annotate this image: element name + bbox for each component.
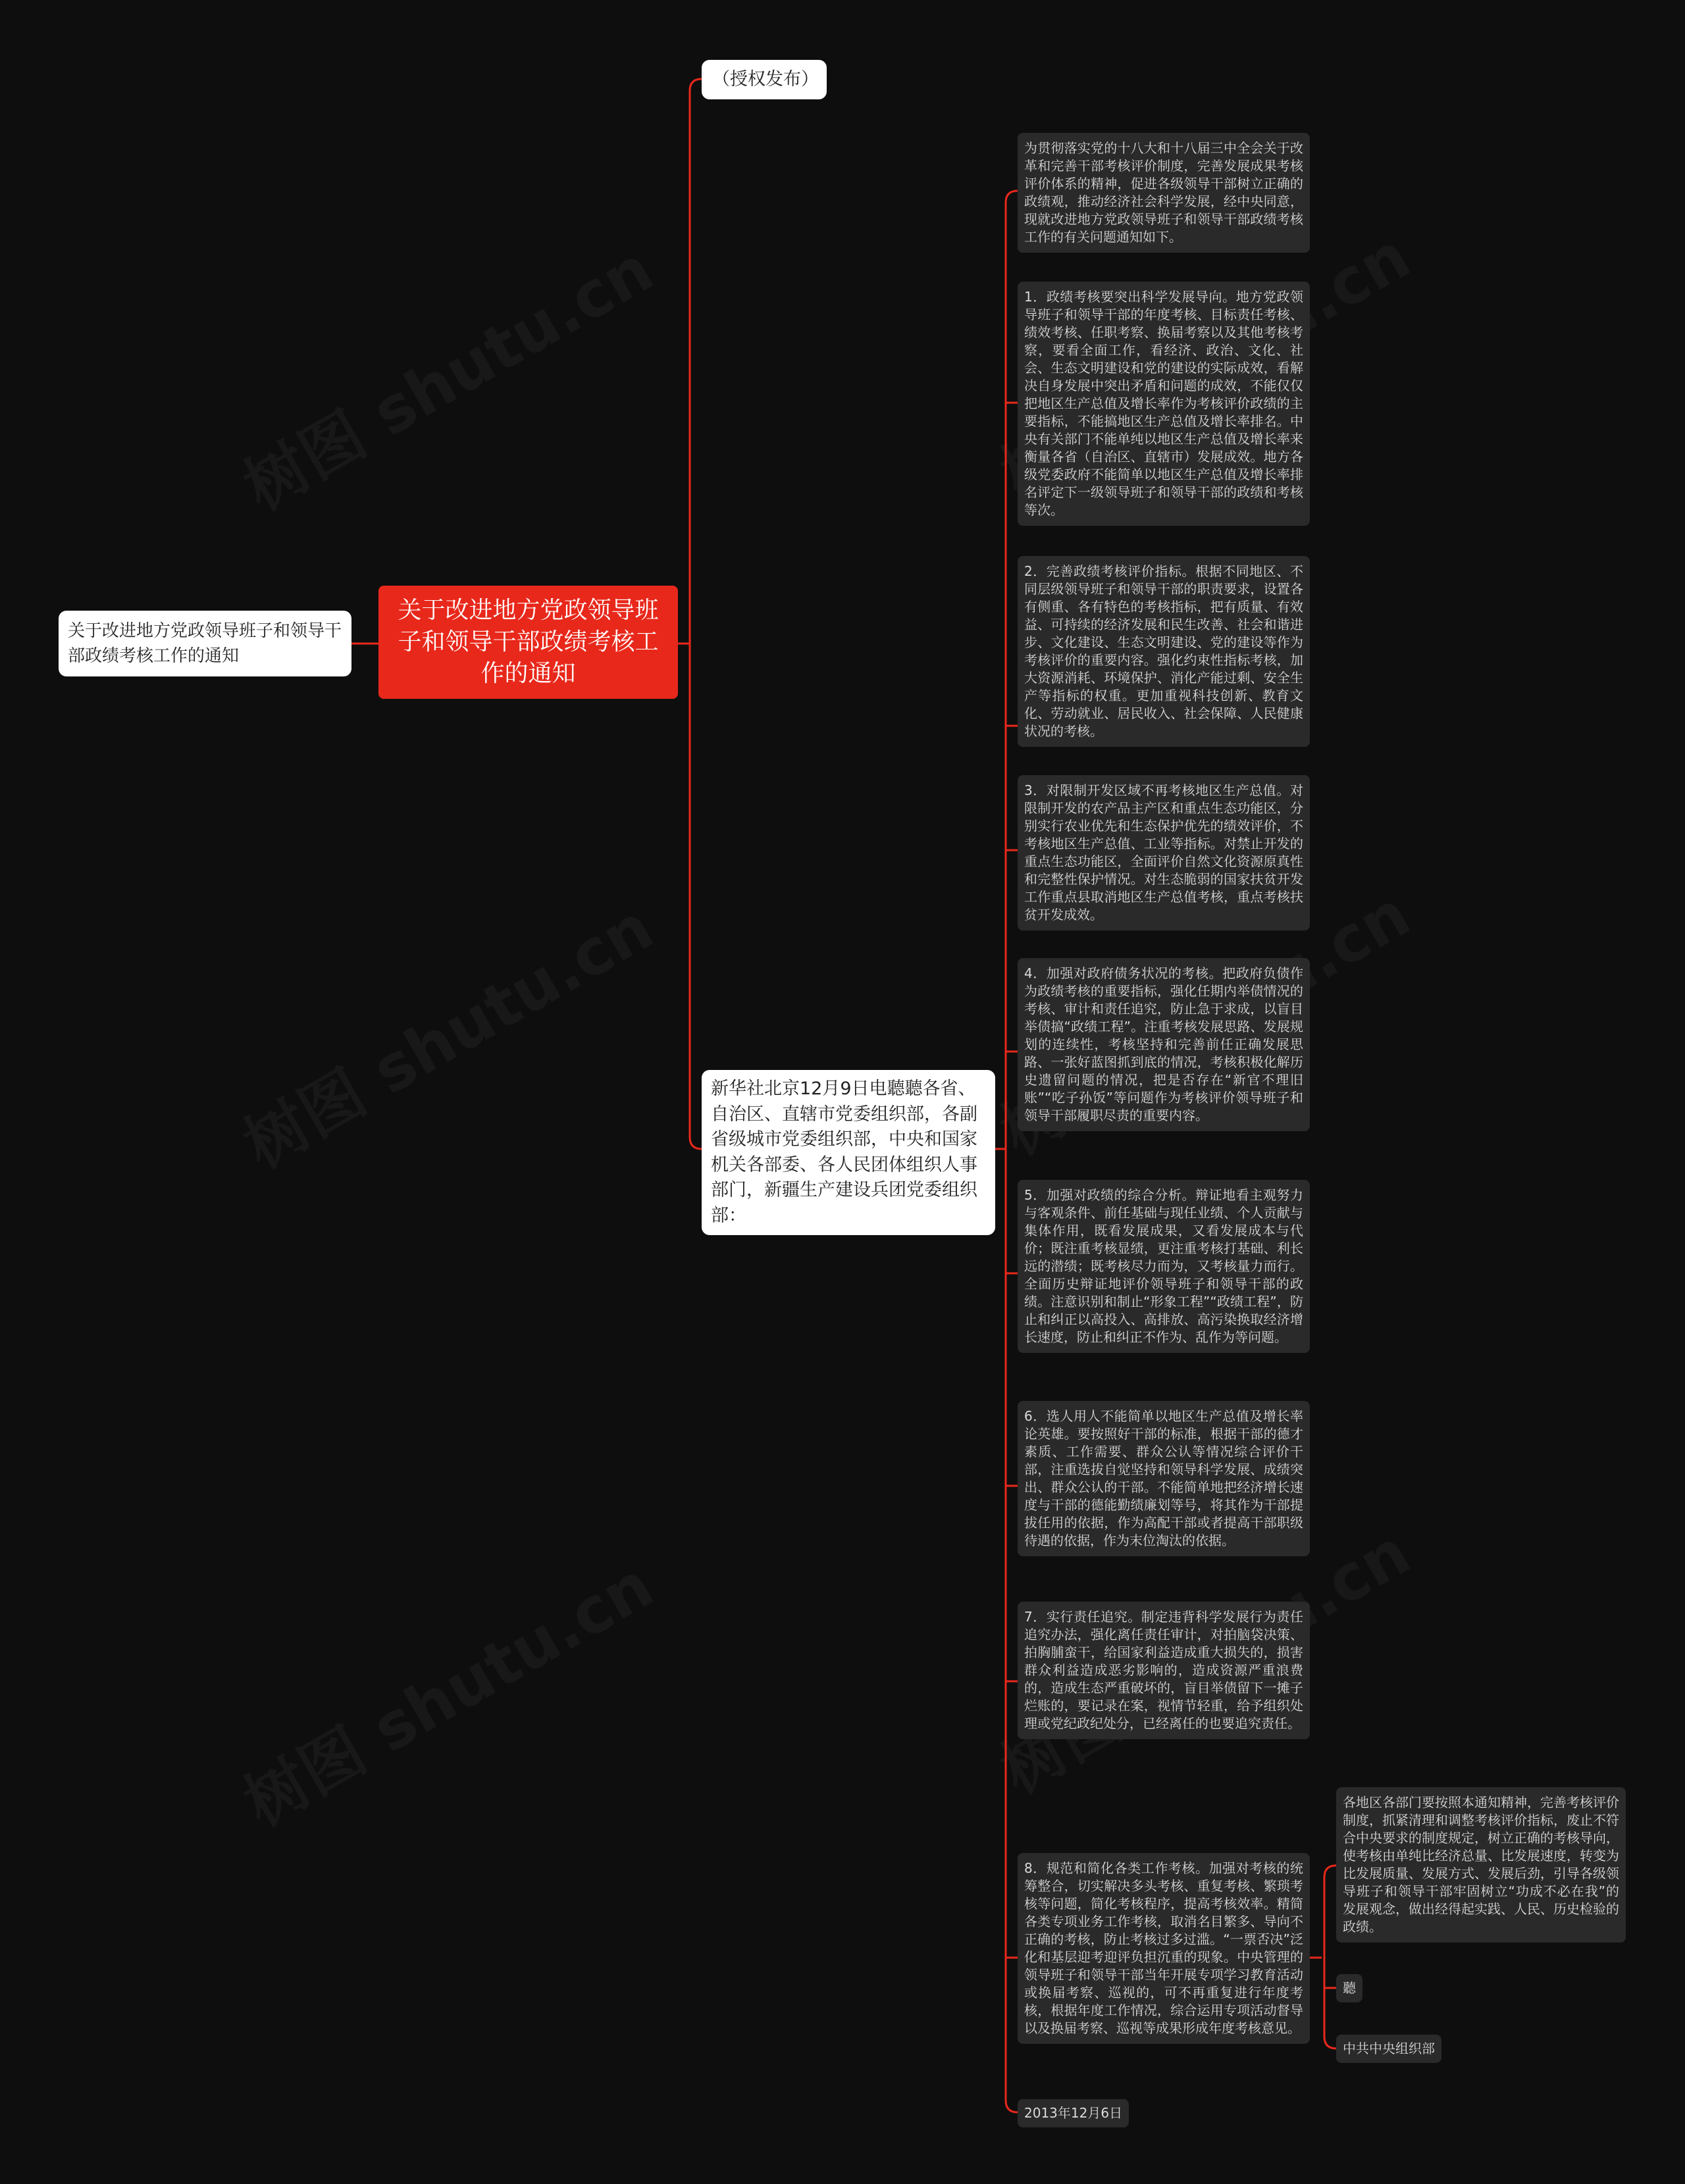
- blank-label: 聽: [1343, 1980, 1356, 1996]
- intro-label: 新华社北京12月9日电聽聽各省、自治区、直辖市党委组织部，各副省级城市党委组织部，中央和国家机关各部委、各人民团体组织人事部门，新疆生产建设兵团党委组织部：: [711, 1079, 977, 1226]
- date-node[interactable]: [1018, 2099, 1129, 2127]
- item-text: 各地区各部门要按照本通知精神，完善考核评价制度，抓紧清理和调整考核评价指标，废止不符合中央要求的制度规定，树立正确的考核导向，使考核由单纯比经济总量、比发展速度，转变为比发展质量、发展方式、发展后劲，引导各级领导班子和领导干部牢固树立“功成不必在我”的发展观念，做出经得起实践、人民、历史检验的政绩。: [1343, 1794, 1619, 1935]
- issuer-node[interactable]: [1336, 2035, 1441, 2063]
- date-label: 2013年12月6日: [1024, 2105, 1123, 2121]
- item-7[interactable]: [1018, 1602, 1310, 1739]
- left-topic-node[interactable]: [59, 611, 351, 676]
- item-2[interactable]: [1018, 556, 1310, 747]
- item-preamble[interactable]: [1018, 133, 1310, 253]
- item-8[interactable]: [1018, 1853, 1310, 2044]
- item-4[interactable]: [1018, 958, 1310, 1131]
- item-text: 为贯彻落实党的十八大和十八届三中全会关于改革和完善干部考核评价制度，完善发展成果考核评价体系的精神，促进各级领导干部树立正确的政绩观，推动经济社会科学发展，经中央同意，现就改进地方党政领导班子和领导干部政绩考核工作的有关问题通知如下。: [1024, 140, 1303, 245]
- issuer-label: 中共中央组织部: [1343, 2041, 1435, 2056]
- item-text: 4．加强对政府债务状况的考核。把政府负债作为政绩考核的重要指标，强化任期内举债情况的考核、审计和责任追究，防止急于求成，以盲目举债搞“政绩工程”。注重考核发展思路、发展规划的连续性，考核坚持和完善前任正确发展思路、一张好蓝图抓到底的情况，考核积极化解历史遗留问题的情况，把是否存在“新官不理旧账”“吃子孙饭”等问题作为考核评价领导班子和领导干部履职尽责的重要内容。: [1024, 965, 1303, 1123]
- intro-node[interactable]: [702, 1070, 995, 1235]
- item-text: 2．完善政绩考核评价指标。根据不同地区、不同层级领导班子和领导干部的职责要求，设置各有侧重、各有特色的考核指标，把有质量、有效益、可持续的经济发展和民生改善、社会和谐进步、文化建设、生态文明建设、党的建设等作为考核评价的重要内容。强化约束性指标考核，加大资源消耗、环境保护、消化产能过剩、安全生产等指标的权重。更加重视科技创新、教育文化、劳动就业、居民收入、社会保障、人民健康状况的考核。: [1024, 563, 1303, 739]
- root-topic-label: 关于改进地方党政领导班子和领导干部政绩考核工作的通知: [398, 597, 659, 687]
- item-text: 7．实行责任追究。制定违背科学发展行为责任追究办法，强化离任责任审计，对拍脑袋决策、拍胸脯蛮干，给国家利益造成重大损失的，损害群众利益造成恶劣影响的，造成资源严重浪费的，造成生态严重破坏的，盲目举债留下一摊子烂账的，要记录在案，视情节轻重，给予组织处理或党纪政纪处分，已经离任的也要追究责任。: [1024, 1609, 1303, 1731]
- root-topic-node[interactable]: [378, 586, 678, 699]
- item-3[interactable]: [1018, 775, 1310, 930]
- item-text: 3．对限制开发区域不再考核地区生产总值。对限制开发的农产品主产区和重点生态功能区，分别实行农业优先和生态保护优先的绩效评价，不考核地区生产总值、工业等指标。对禁止开发的重点生态功能区，全面评价自然文化资源原真性和完整性保护情况。对生态脆弱的国家扶贫开发工作重点县取消地区生产总值考核，重点考核扶贫开发成效。: [1024, 782, 1303, 923]
- item-text: 5．加强对政绩的综合分析。辩证地看主观努力与客观条件、前任基础与现任业绩、个人贡献与集体作用，既看发展成果，又看发展成本与代价；既注重考核显绩，更注重考核打基础、利长远的潜绩；既考核尽力而为，又考核量力而行。全面历史辩证地评价领导班子和领导干部的政绩。注意识别和制止“形象工程”“政绩工程”，防止和纠正以高投入、高排放、高污染换取经济增长速度，防止和纠正不作为、乱作为等问题。: [1024, 1187, 1303, 1345]
- authorized-release-node[interactable]: [702, 60, 827, 99]
- left-topic-label: 关于改进地方党政领导班子和领导干部政绩考核工作的通知: [68, 621, 342, 666]
- item-text: 6．选人用人不能简单以地区生产总值及增长率论英雄。要按照好干部的标准，根据干部的德才素质、工作需要、群众公认等情况综合评价干部，注重选拔自觉坚持和领导科学发展、成绩突出、群众公认的干部。不能简单地把经济增长速度与干部的德能勤绩廉划等号，将其作为干部提拔任用的依据，作为高配干部或者提高干部职级待遇的依据，作为末位淘汰的依据。: [1024, 1408, 1303, 1548]
- item-text: 1．政绩考核要突出科学发展导向。地方党政领导班子和领导干部的年度考核、目标责任考核、绩效考核、任职考察、换届考察以及其他考核考察，要看全面工作，看经济、政治、文化、社会、生态文明建设和党的建设的实际成效，看解决自身发展中突出矛盾和问题的成效，不能仅仅把地区生产总值及增长率作为考核评价政绩的主要指标，不能搞地区生产总值及增长率排名。中央有关部门不能单纯以地区生产总值及增长率来衡量各省（自治区、直辖市）发展成效。地方各级党委政府不能简单以地区生产总值及增长率排名评定下一级领导班子和领导干部的政绩和考核等次。: [1024, 289, 1303, 518]
- item-1[interactable]: [1018, 282, 1310, 526]
- closing-instructions-node[interactable]: [1336, 1787, 1626, 1943]
- item-text: 8．规范和简化各类工作考核。加强对考核的统筹整合，切实解决多头考核、重复考核、繁琐考核等问题，简化考核程序，提高考核效率。精简各类专项业务工作考核，取消名目繁多、导向不正确的考核，防止考核过多过滥。“一票否决”泛化和基层迎考迎评负担沉重的现象。中央管理的领导班子和领导干部当年开展专项学习教育活动或换届考察、巡视的，可不再重复进行年度考核，根据年度工作情况，综合运用专项活动督导以及换届考察、巡视等成果形成年度考核意见。: [1024, 1860, 1303, 2036]
- authorized-release-label: （授权发布）: [712, 69, 819, 89]
- item-5[interactable]: [1018, 1180, 1310, 1353]
- blank-node[interactable]: [1336, 1974, 1362, 2002]
- item-6[interactable]: [1018, 1401, 1310, 1556]
